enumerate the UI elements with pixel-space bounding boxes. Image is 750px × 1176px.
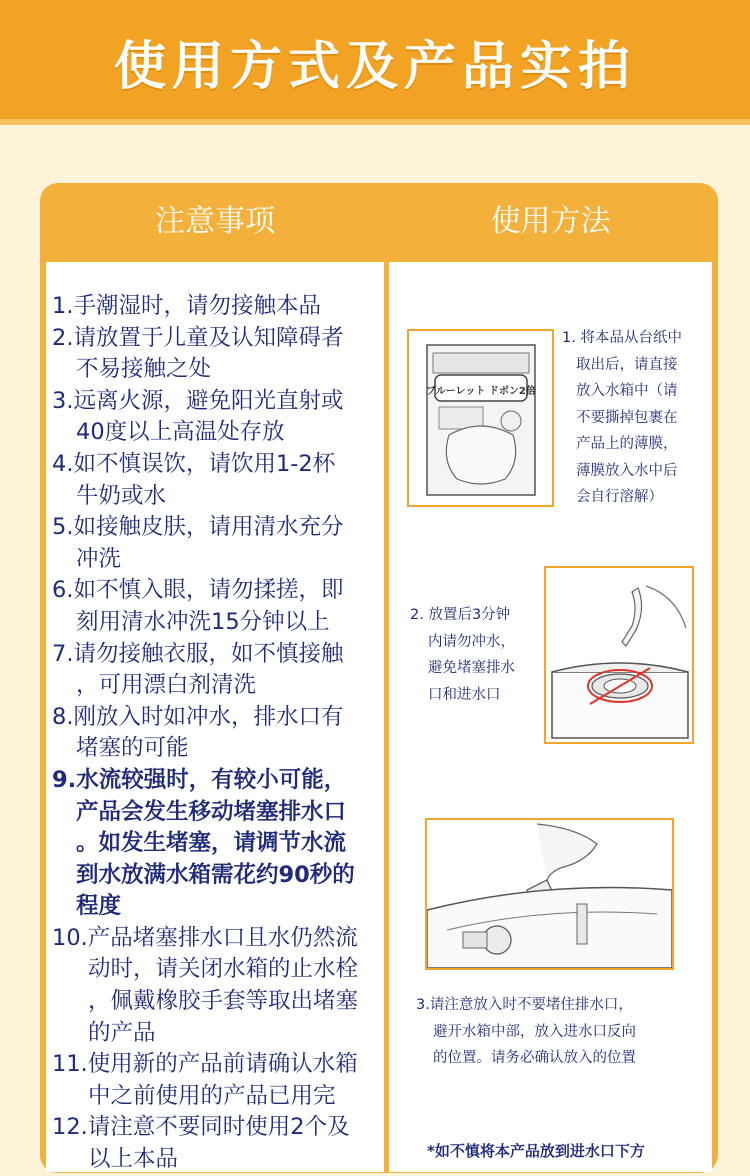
note-item: 3.远离火源，避免阳光直射或 40度以上高温处存放 (52, 387, 344, 446)
footnote-text: *如不慎将本产品放到进水口下方 (427, 1142, 645, 1160)
note-item-important: 9.水流较强时，有较小可能， 产品会发生移动堵塞排水口 。如发生堵塞，请调节水流 到水放满水箱需花约90秒的 程度 (52, 766, 355, 920)
package-illustration (409, 331, 552, 505)
note-item: 6.如不慎入眼，请勿揉搓，即 刻用清水冲洗15分钟以上 (52, 577, 344, 635)
precautions-heading: 注意事项 (155, 204, 275, 239)
tank-insert-image (425, 818, 674, 970)
tank-insert-illustration (427, 820, 672, 968)
package-brand-text: ブルーレット ドボン2倍 (426, 386, 536, 397)
usage-heading: 使用方法 (490, 204, 611, 239)
product-package-image (407, 329, 554, 507)
note-item: 12.请注意不要同时使用2个及 以上本品 (52, 1114, 350, 1173)
step-1-text: 1. 将本品从台纸中 取出后，请直接 放入水箱中（请 不要撕掉包裹在 产品上的薄膜， 薄膜放入水中后 会自行溶解） (562, 330, 682, 505)
note-item: 10.产品堵塞排水口且水仍然流 动时，请关闭水箱的止水栓 ，佩戴橡胶手套等取出堵塞 的产品 (52, 924, 359, 1046)
toilet-no-flush-illustration (546, 568, 692, 742)
precautions-list (52, 291, 382, 1176)
note-item: 5.如接触皮肤，请用清水充分 冲洗 (52, 514, 344, 572)
note-item: 4.如不慎误饮，请饮用1-2杯 牛奶或水 (52, 450, 336, 509)
header-banner (0, 0, 750, 125)
note-item: 8.刚放入时如冲水，排水口有 堵塞的可能 (52, 703, 344, 762)
step-3-text: 3.请注意放入时不要堵住排水口， 避开水箱中部，放入进水口反向 的位置。请务必确认放入的位置 (416, 997, 636, 1066)
no-flush-image (544, 566, 694, 744)
note-item: 7.请勿接触衣服，如不慎接触 ，可用漂白剂清洗 (52, 640, 344, 699)
note-item: 2.请放置于儿童及认知障碍者 不易接触之处 (52, 324, 344, 383)
step-2-text: 2. 放置后3分钟 内请勿冲水， 避免堵塞排水 口和进水口 (410, 607, 515, 703)
note-item: 1.手潮湿时，请勿接触本品 (52, 293, 321, 319)
page-title: 使用方式及产品实拍 (113, 36, 636, 97)
note-item: 11.使用新的产品前请确认水箱 中之前使用的产品已用完 (52, 1051, 358, 1109)
